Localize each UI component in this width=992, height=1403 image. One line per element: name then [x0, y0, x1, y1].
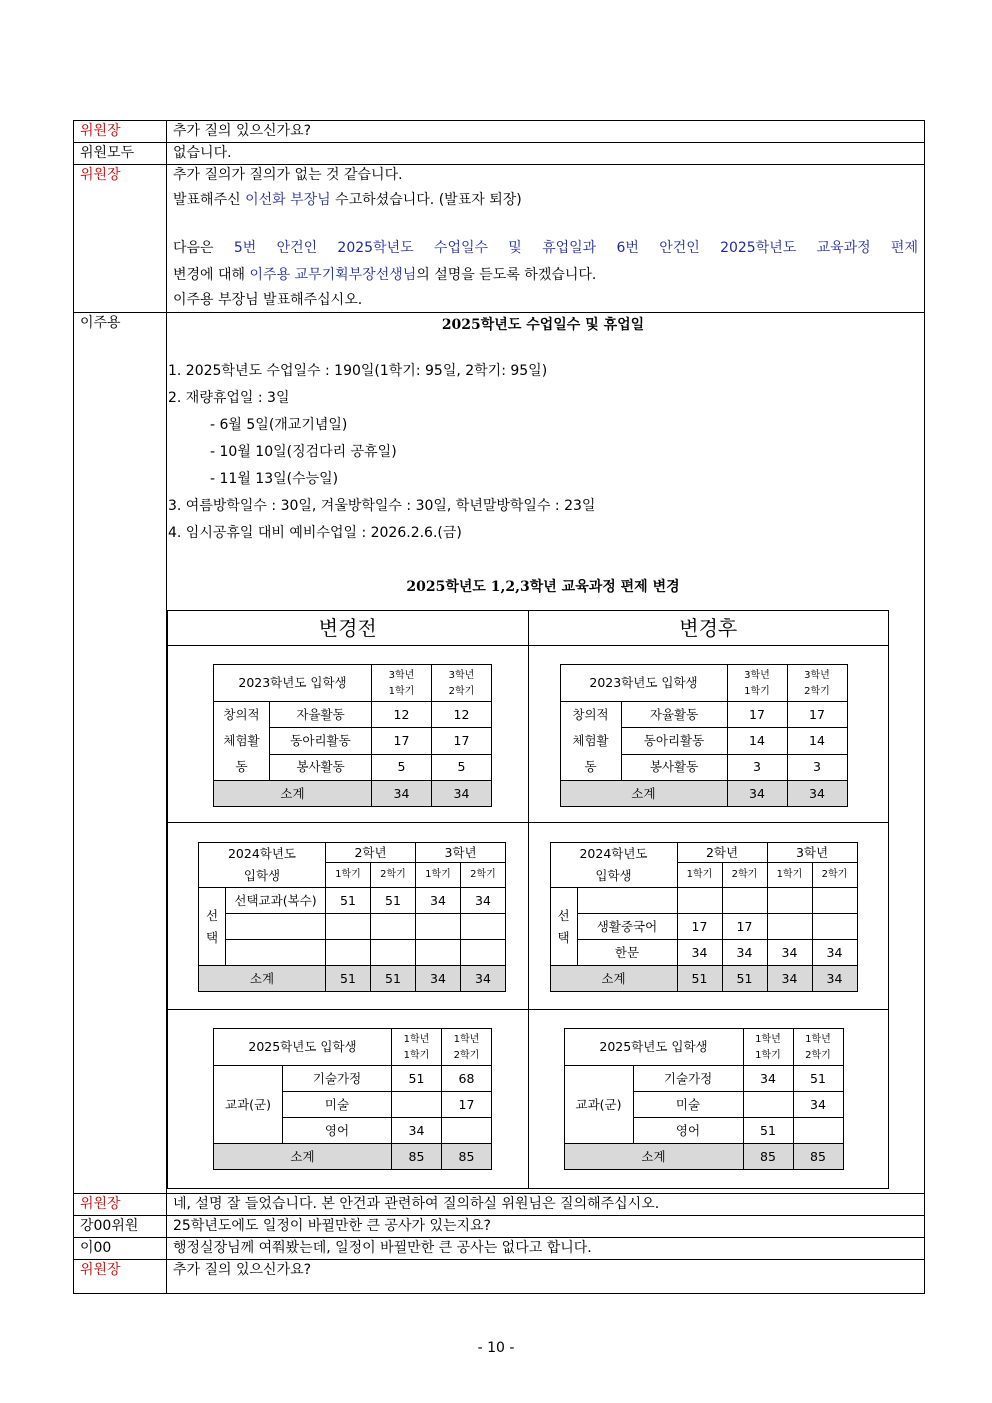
minutes-row: [74, 313, 925, 1194]
statement-line: 변경에 대해 이주용 교무기획부장선생님의 설명을 듣도록 하겠습니다.: [173, 267, 597, 283]
table-cell: 34: [416, 966, 461, 992]
table-cell: 창의적 체험활 동: [560, 702, 621, 781]
presentation-title: 2025학년도 수업일수 및 휴업일: [441, 317, 645, 333]
presentation-cell: [167, 313, 925, 1194]
table-cell: 34: [743, 1066, 793, 1092]
table-cell: 17: [722, 914, 767, 940]
table-cell: 1학기: [326, 863, 371, 888]
speaker-cell: 위원모두: [74, 143, 167, 165]
table-cell: 1학년 1학기: [392, 1029, 442, 1066]
minutes-row: [74, 1194, 925, 1216]
table-cell: 2학기: [371, 863, 416, 888]
statement-cell: 없습니다.: [167, 143, 925, 165]
table-cell: [326, 914, 371, 940]
table-cell: 14: [787, 728, 847, 754]
table-cell: 12: [432, 702, 492, 728]
table-cell: [371, 914, 416, 940]
table-2025-before: [213, 1028, 492, 1170]
table-cell: 교과(군): [564, 1066, 633, 1144]
speaker-cell: 위원장: [74, 165, 167, 313]
table-cell: 소계: [560, 781, 727, 807]
table-cell: 51: [326, 966, 371, 992]
table-cell: 3학년: [416, 843, 506, 863]
table-cell: [461, 914, 506, 940]
table-cell: 34: [461, 888, 506, 914]
table-cell: 1학기: [677, 863, 722, 888]
table-cell: 5: [372, 754, 432, 780]
table-cell: 2학기: [812, 863, 857, 888]
statement-cell: 행정실장님께 여쭤봤는데, 일정이 바뀔만한 큰 공사는 없다고 합니다.: [167, 1238, 925, 1260]
minutes-row: [74, 1216, 925, 1238]
speaker-cell: 위원장: [74, 1260, 167, 1294]
minutes-row: [74, 1260, 925, 1294]
table-cell: 34: [767, 966, 812, 992]
table-cell: 51: [677, 966, 722, 992]
table-cell: 51: [392, 1066, 442, 1092]
table-cell: 17: [727, 702, 787, 728]
page-number: - 10 -: [477, 1340, 515, 1356]
table-cell: 34: [812, 940, 857, 966]
minutes-row: [74, 143, 925, 165]
table-cell: 소계: [214, 1144, 392, 1170]
table-cell: 34: [722, 940, 767, 966]
table-cell: 소계: [214, 781, 372, 807]
table-cell: 85: [392, 1144, 442, 1170]
statement-cell: 네, 설명 잘 들었습니다. 본 안건과 관련하여 질의하실 위원님은 질의해주십시오.: [167, 1194, 925, 1216]
curriculum-comparison-table: [167, 610, 889, 1189]
minutes-row: [74, 121, 925, 143]
table-cell: [371, 940, 416, 966]
table-cell: 1학기: [416, 863, 461, 888]
table-cell: 교과(군): [214, 1066, 283, 1144]
table-cell: 51: [371, 888, 416, 914]
table-cell: [767, 888, 812, 914]
table-cell: 2학년: [677, 843, 767, 863]
table-cell: 3학년 2학기: [787, 665, 847, 702]
table-2023-after: [560, 664, 848, 807]
table-cell: 3학년 1학기: [727, 665, 787, 702]
table-2023-before: [213, 664, 492, 807]
table-cell: 3: [727, 754, 787, 780]
table-cell: 51: [371, 966, 416, 992]
table-cell: 봉사활동: [270, 754, 372, 780]
table-cell: 17: [442, 1092, 492, 1118]
list-item: 1. 2025학년도 수업일수 : 190일(1학기: 95일, 2학기: 95일): [168, 363, 548, 379]
table-cell: 68: [442, 1066, 492, 1092]
table-cell: 17: [787, 702, 847, 728]
table-cell: 2학년: [326, 843, 416, 863]
table-cell: 12: [372, 702, 432, 728]
table-cell: 2학기: [461, 863, 506, 888]
table-cell: 소계: [199, 966, 326, 992]
table-cell: [461, 940, 506, 966]
table-cell: 선택교과(복수): [226, 888, 326, 914]
table-cell: 한문: [577, 940, 677, 966]
table-2024-after: [550, 842, 858, 992]
table-cell: [326, 940, 371, 966]
table-cell: [812, 888, 857, 914]
table-cell: 미술: [283, 1092, 392, 1118]
speaker-cell: 위원장: [74, 121, 167, 143]
table-cell: 34: [416, 888, 461, 914]
statement-line: 발표해주신 이선화 부장님 수고하셨습니다. (발표자 퇴장): [173, 192, 522, 208]
table-cell: 14: [727, 728, 787, 754]
table-cell: [793, 1118, 843, 1144]
table-cell: 소계: [564, 1144, 743, 1170]
speaker-cell: 이00: [74, 1238, 167, 1260]
table-cell: 34: [461, 966, 506, 992]
curriculum-title: 2025학년도 1,2,3학년 교육과정 편제 변경: [406, 579, 680, 595]
table-cell: 51: [326, 888, 371, 914]
table-cell: 85: [743, 1144, 793, 1170]
table-cell: 34: [767, 940, 812, 966]
table-cell: 3: [787, 754, 847, 780]
table-cell: 선 택: [199, 888, 226, 966]
table-cell: 85: [793, 1144, 843, 1170]
table-cell: 34: [793, 1092, 843, 1118]
table-cell: 영어: [633, 1118, 743, 1144]
table-cell: 기술가정: [283, 1066, 392, 1092]
table-cell: [812, 914, 857, 940]
table-cell: 2학기: [722, 863, 767, 888]
table-cell: 창의적 체험활 동: [214, 702, 270, 781]
table-cell: 34: [372, 781, 432, 807]
list-item: - 10월 10일(징검다리 공휴일): [210, 444, 397, 460]
statement-cell: 추가 질의 있으신가요?: [167, 121, 925, 143]
table-cell: [226, 940, 326, 966]
list-item: 4. 임시공휴일 대비 예비수업일 : 2026.2.6.(금): [168, 525, 462, 541]
table-cell: 자율활동: [621, 702, 727, 728]
minutes-table: [73, 120, 925, 1294]
table-cell: 34: [432, 781, 492, 807]
table-cell: 2025학년도 입학생: [564, 1029, 743, 1066]
table-cell: 34: [392, 1118, 442, 1144]
table-cell: 17: [372, 728, 432, 754]
table-cell: 기술가정: [633, 1066, 743, 1092]
table-cell: [392, 1092, 442, 1118]
before-header: 변경전: [168, 611, 529, 646]
statement-line: 이주용 부장님 발표해주십시오.: [173, 292, 363, 308]
minutes-row: [74, 1238, 925, 1260]
table-cell: 51: [722, 966, 767, 992]
table-cell: 1학년 2학기: [442, 1029, 492, 1066]
table-cell: 영어: [283, 1118, 392, 1144]
table-cell: [577, 888, 677, 914]
table-cell: 85: [442, 1144, 492, 1170]
table-cell: 자율활동: [270, 702, 372, 728]
table-cell: 5: [432, 754, 492, 780]
table-cell: 동아리활동: [621, 728, 727, 754]
table-cell: 1학기: [767, 863, 812, 888]
agenda-text: 5번 안건인 2025학년도 수업일수 및 휴업일과 6번 안건인 2025학년도 교육과정 편제: [233, 240, 918, 256]
list-item: 2. 재량휴업일 : 3일: [168, 390, 290, 406]
presenter-name: 이선화 부장님: [245, 192, 331, 208]
table-cell: [743, 1092, 793, 1118]
table-cell: 17: [677, 914, 722, 940]
table-cell: [722, 888, 767, 914]
table-cell: 17: [432, 728, 492, 754]
statement-line: 다음은 5번 안건인 2025학년도 수업일수 및 휴업일과 6번 안건인 2025학년도 교육과정 편제: [173, 240, 918, 256]
table-cell: 1학년 1학기: [743, 1029, 793, 1066]
table-cell: 34: [677, 940, 722, 966]
table-cell: [767, 914, 812, 940]
list-item: 3. 여름방학일수 : 30일, 겨울방학일수 : 30일, 학년말방학일수 : 23일: [168, 498, 596, 514]
table-cell: 2024학년도 입학생: [550, 843, 677, 888]
table-cell: 3학년 2학기: [432, 665, 492, 702]
table-2025-after: [564, 1028, 844, 1170]
list-item: - 11월 13일(수능일): [210, 471, 339, 487]
table-2024-before: [198, 842, 506, 992]
table-cell: [416, 914, 461, 940]
table-cell: 선 택: [550, 888, 577, 966]
table-cell: 생활중국어: [577, 914, 677, 940]
statement-cell: 추가 질의 있으신가요?: [167, 1260, 925, 1294]
table-cell: 1학년 2학기: [793, 1029, 843, 1066]
speaker-cell: 강00위원: [74, 1216, 167, 1238]
speaker-cell: 위원장: [74, 1194, 167, 1216]
minutes-row: [74, 165, 925, 313]
speaker-cell: 이주용: [74, 313, 167, 1194]
table-cell: 2023학년도 입학생: [560, 665, 727, 702]
table-cell: 3학년: [767, 843, 857, 863]
table-cell: 34: [727, 781, 787, 807]
presenter-name: 이주용 교무기획부장선생님: [249, 267, 417, 283]
statement-cell: 25학년도에도 일정이 바뀔만한 큰 공사가 있는지요?: [167, 1216, 925, 1238]
table-cell: 3학년 1학기: [372, 665, 432, 702]
presentation-list: [168, 358, 918, 547]
table-cell: 51: [743, 1118, 793, 1144]
table-cell: 2023학년도 입학생: [214, 665, 372, 702]
table-cell: 34: [812, 966, 857, 992]
table-cell: [677, 888, 722, 914]
table-cell: 2025학년도 입학생: [214, 1029, 392, 1066]
table-cell: [226, 914, 326, 940]
statement-line: 추가 질의가 질의가 없는 것 같습니다.: [173, 167, 403, 183]
table-cell: 2024학년도 입학생: [199, 843, 326, 888]
table-cell: 봉사활동: [621, 754, 727, 780]
table-cell: 소계: [550, 966, 677, 992]
table-cell: 미술: [633, 1092, 743, 1118]
table-cell: [442, 1118, 492, 1144]
statement-cell: [167, 165, 925, 313]
table-cell: 34: [787, 781, 847, 807]
list-item: - 6월 5일(개교기념일): [210, 417, 348, 433]
table-cell: [416, 940, 461, 966]
table-cell: 51: [793, 1066, 843, 1092]
after-header: 변경후: [528, 611, 889, 646]
table-cell: 동아리활동: [270, 728, 372, 754]
